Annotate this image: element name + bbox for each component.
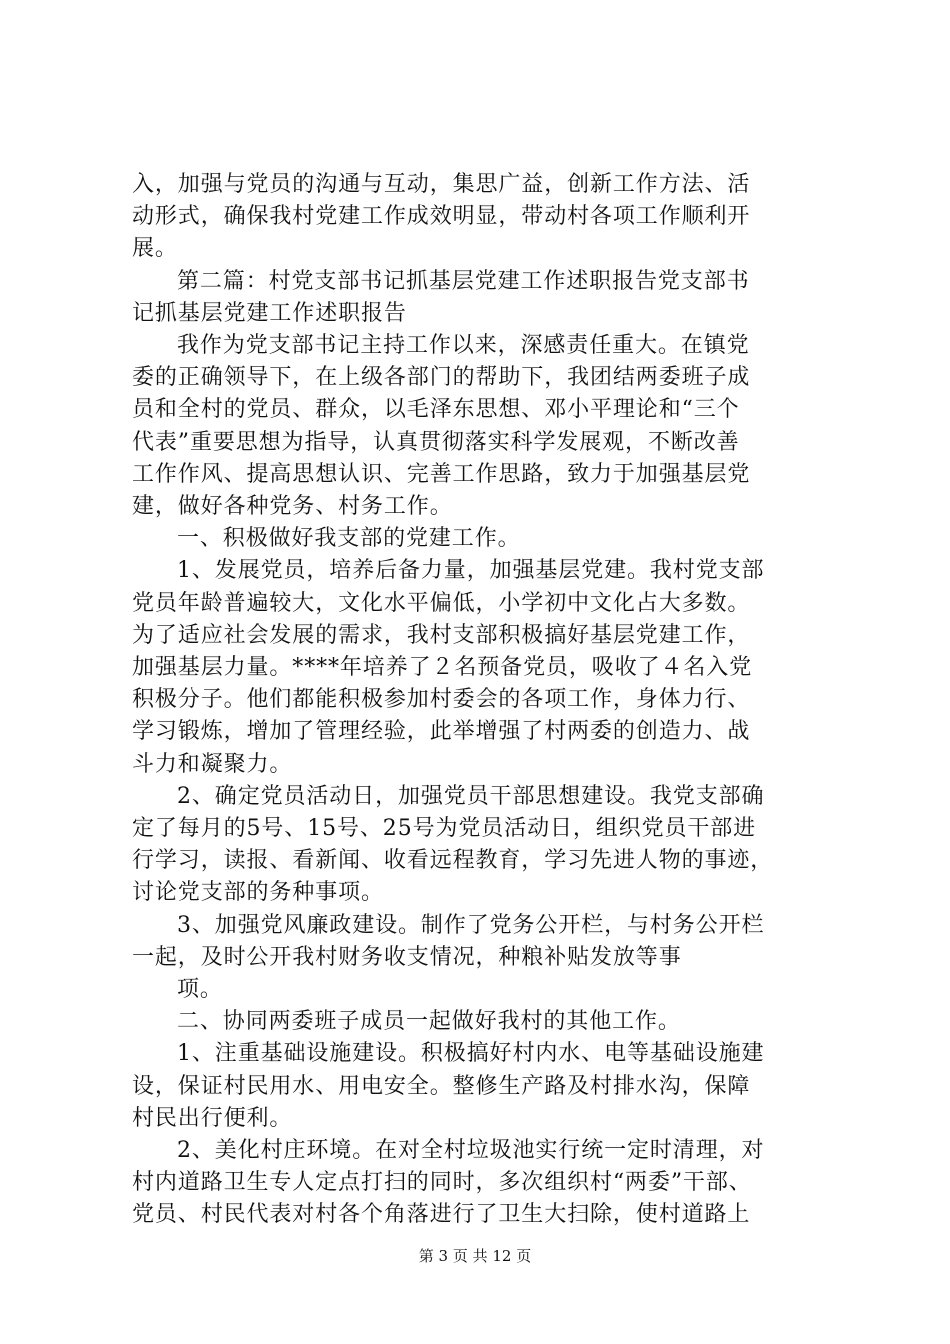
text-line: 行学习，读报、看新闻、收看远程教育，学习先进人物的事迹， — [132, 848, 774, 873]
text-line: 工作作风、提高思想认识、完善工作思路，致力于加强基层党 — [132, 462, 751, 487]
text-line: 2、确定党员活动日，加强党员干部思想建设。我党支部确 — [177, 784, 765, 809]
text-line: 一起，及时公开我村财务收支情况，种粮补贴发放等事 — [132, 945, 682, 970]
section-heading: 第二篇：村党支部书记抓基层党建工作述职报告党支部书 — [177, 269, 750, 294]
text-line: 定了每月的5号、15号、25号为党员活动日，组织党员干部进 — [132, 816, 757, 841]
text-line: 党员年龄普遍较大，文化水平偏低，小学初中文化占大多数。 — [132, 591, 751, 616]
text-line: 建，做好各种党务、村务工作。 — [132, 494, 453, 519]
text-line: 代表”重要思想为指导，认真贯彻落实科学发展观，不断改善 — [132, 430, 740, 455]
text-line: 我作为党支部书记主持工作以来，深感责任重大。在镇党 — [177, 333, 750, 358]
text-line: 讨论党支部的务种事项。 — [132, 880, 384, 905]
page-number-footer: 第 3 页 共 12 页 — [418, 1247, 532, 1265]
text-line: 为了适应社会发展的需求，我村支部积极搞好基层党建工作， — [132, 623, 751, 648]
text-line: 设，保证村民用水、用电安全。整修生产路及村排水沟，保障 — [132, 1074, 751, 1099]
text-line: 积极分子。他们都能积极参加村委会的各项工作，身体力行、 — [132, 687, 751, 712]
text-line: 员和全村的党员、群众，以毛泽东思想、邓小平理论和“三个 — [132, 397, 740, 422]
text-line: 学习锻炼，增加了管理经验，此举增强了村两委的创造力、战 — [132, 719, 751, 744]
text-line: 党员、村民代表对村各个角落进行了卫生大扫除，使村道路上 — [132, 1202, 751, 1227]
text-line: 展。 — [132, 236, 178, 261]
text-line: 2、美化村庄环境。在对全村垃圾池实行统一定时清理，对 — [177, 1138, 765, 1163]
text-line: 1、发展党员，培养后备力量，加强基层党建。我村党支部 — [177, 558, 765, 583]
text-line: 1、注重基础设施建设。积极搞好村内水、电等基础设施建 — [177, 1041, 765, 1066]
text-line: 项。 — [177, 977, 223, 1002]
text-line: 村民出行便利。 — [132, 1106, 293, 1131]
text-line: 斗力和凝聚力。 — [132, 752, 293, 777]
section-heading-cont: 记抓基层党建工作述职报告 — [132, 301, 407, 326]
text-line: 加强基层力量。****年培养了２名预备党员，吸收了４名入党 — [132, 655, 753, 680]
text-line: 村内道路卫生专人定点打扫的同时，多次组织村“两委”干部、 — [132, 1170, 752, 1195]
subheading: 二、协同两委班子成员一起做好我村的其他工作。 — [177, 1009, 681, 1034]
text-line: 入，加强与党员的沟通与互动，集思广益，创新工作方法、活 — [132, 172, 751, 197]
subheading: 一、积极做好我支部的党建工作。 — [177, 526, 521, 551]
text-line: 动形式，确保我村党建工作成效明显，带动村各项工作顺利开 — [132, 204, 751, 229]
text-line: 委的正确领导下，在上级各部门的帮助下，我团结两委班子成 — [132, 365, 751, 390]
text-line: 3、加强党风廉政建设。制作了党务公开栏，与村务公开栏 — [177, 913, 765, 938]
